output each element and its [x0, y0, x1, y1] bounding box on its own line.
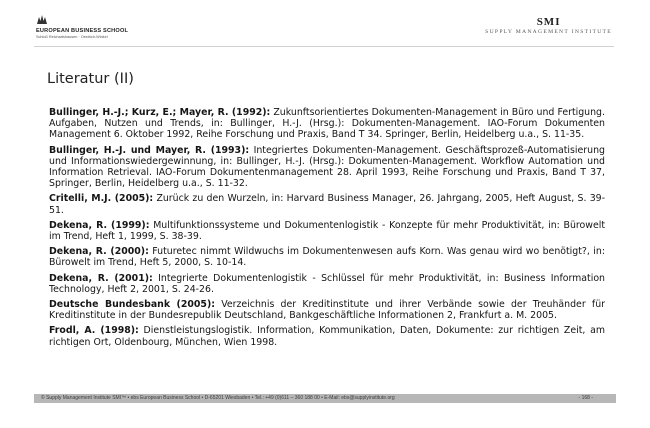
- reference-author: Critelli, M.J. (2005):: [49, 193, 154, 205]
- reference-text: Futuretec nimmt Wildwuchs im Dokumentenwesen aufs Korn. Was genau wird wo benötigt?, in: Bürowelt im Trend, Heft 5, 2000, S. 10-14.: [49, 246, 606, 269]
- ebs-crest-icon: [36, 15, 48, 25]
- reference-item: [49, 246, 605, 268]
- reference-text: Zurück zu den Wurzeln, in: Harvard Business Manager, 26. Jahrgang, 2005, Heft August, S. 39-51.: [49, 193, 606, 216]
- reference-item: [49, 193, 605, 215]
- reference-item: [49, 145, 605, 190]
- reference-author: Deutsche Bundesbank (2005):: [49, 299, 215, 311]
- slide-header: [0, 0, 650, 50]
- smi-logo: [485, 17, 612, 36]
- reference-author: Dekena, R. (2000):: [49, 246, 149, 258]
- reference-item: [49, 220, 605, 242]
- reference-text: Integriertes Dokumenten-Management. Geschäftsprozeß-Automatisierung und Informationswiedergewinnung, in: Bullinger, H.-J. (Hrsg.): Dokumenten-Management. Workflow Automation und Information Retrieval. IAO-Forum Dokumentenmanagement 28. April 1993, Reihe Forschung und Praxis, Band T 37, Springer, Berlin, Heidelberg u.a., S. 11-32.: [49, 144, 605, 190]
- reference-text: Verzeichnis der Kreditinstitute und ihrer Verbände sowie der Treuhänder für Kreditinstitute in der Bundesrepublik Deutschland, Bankgeschäftliche Informationen 2, Frankfurt a. M. 2005.: [49, 299, 605, 322]
- slide-title: Literatur (II): [47, 71, 134, 87]
- reference-text: Zukunftsorientiertes Dokumenten-Management in Büro und Fertigung. Aufgaben, Nutzen und Trends, in: Bullinger, H.-J. (Hrsg.): Dokumenten-Management. IAO-Forum Dokumenten Management 6. Oktober 1992, Reihe Forschung und Praxis, Band T 34. Springer, Berlin, Heidelberg u.a., S. 11-35.: [49, 107, 605, 141]
- reference-author: Bullinger, H.-J.; Kurz, E.; Mayer, R. (1992):: [49, 107, 271, 118]
- reference-author: Bullinger, H.-J. und Mayer, R. (1993):: [49, 144, 250, 156]
- reference-text: Dienstleistungslogistik. Information, Kommunikation, Daten, Dokumente: zur richtigen Zeit, am richtigen Ort, Oldenbourg, München, Wien 1998.: [49, 325, 605, 348]
- reference-author: Dekena, R. (2001):: [49, 272, 153, 284]
- ebs-logo-subtitle: Schloß Reichartshausen · Oestrich-Winkel: [36, 35, 108, 39]
- header-divider: [34, 46, 614, 47]
- reference-list: [49, 107, 605, 352]
- reference-item: [49, 299, 605, 321]
- footer-contact: © Supply Management Institute SMI™ • ebs European Business School • D-65201 Wiesbaden • Tel.: +49 (0)611 – 360 188 00 • E-Mail: ebs@supplyinstitute.org: [41, 395, 395, 401]
- reference-text: Integrierte Dokumentenlogistik - Schlüssel für mehr Produktivität, in: Business Information Technology, Heft 2, 2001, S. 24-26.: [49, 272, 606, 295]
- ebs-logo-name: EUROPEAN BUSINESS SCHOOL: [36, 28, 129, 34]
- reference-item: [49, 273, 605, 295]
- reference-text: Multifunktionssysteme und Dokumentenlogistik - Konzepte für mehr Produktivität, in: Bürowelt im Trend, Heft 1, 1999, S. 38-39.: [49, 219, 606, 243]
- reference-author: Dekena, R. (1999):: [49, 219, 150, 231]
- reference-item: [49, 107, 605, 141]
- smi-logo-subtitle: SUPPLY MANAGEMENT INSTITUTE: [485, 29, 612, 35]
- page-number: - 168 -: [578, 395, 593, 401]
- reference-author: Frodl, A. (1998):: [49, 325, 139, 337]
- smi-logo-name: SMI: [536, 16, 561, 28]
- slide-footer: [34, 394, 616, 403]
- reference-item: [49, 325, 605, 347]
